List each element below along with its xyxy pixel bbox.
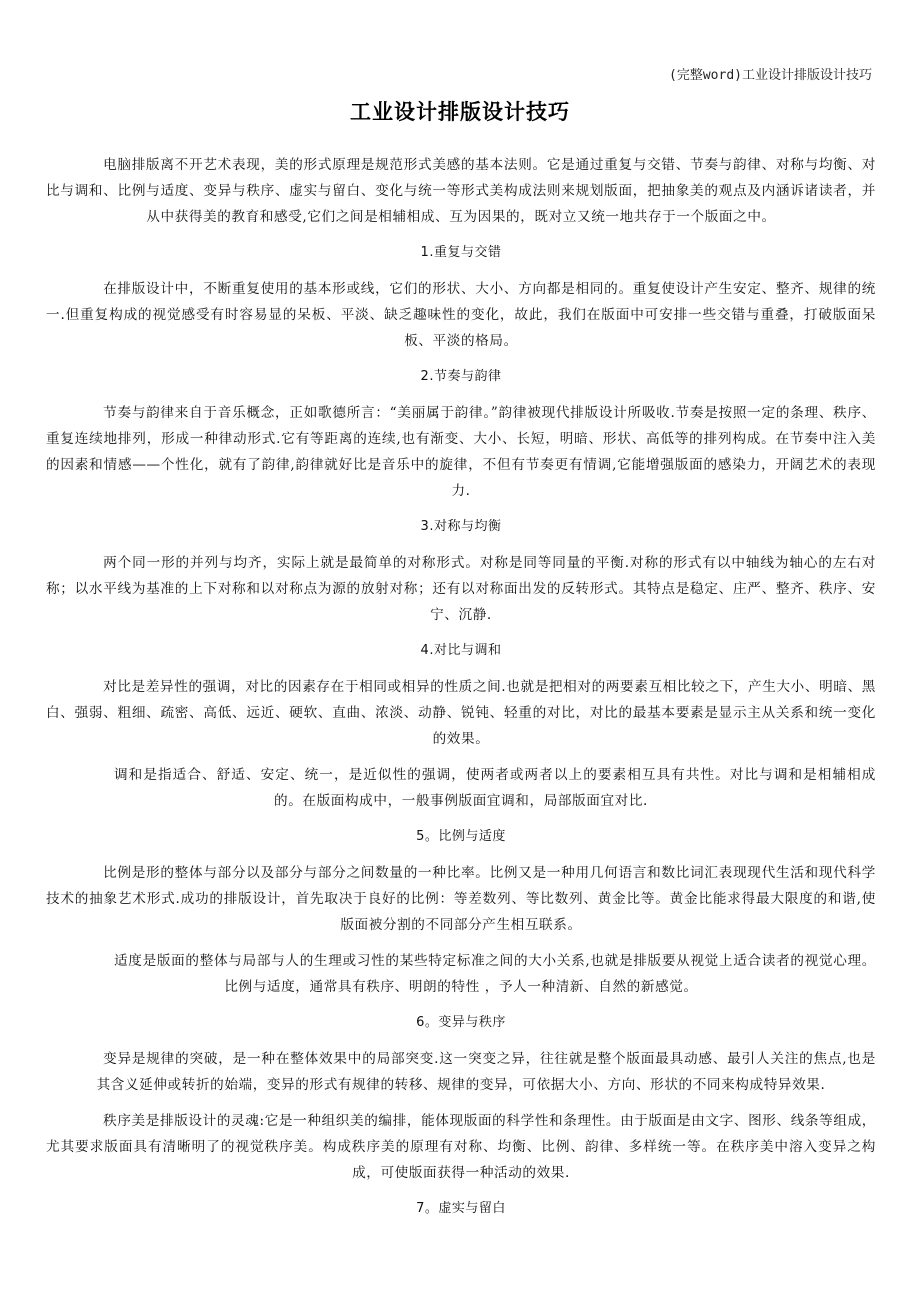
body-paragraph: 调和是指适合、舒适、安定、统一，是近似性的强调，使两者或两者以上的要素相互具有共性。对比与调和是相辅相成的。在版面构成中，一般事例版面宜调和，局部版面宜对比.	[114, 767, 876, 809]
section-heading: 3.对称与均衡	[420, 519, 502, 534]
intro-paragraph: 电脑排版离不开艺术表现，美的形式原理是规范形式美感的基本法则。它是通过重复与交错、节奏与韵律、对称与均衡、对比与调和、比例与适度、变异与秩序、虚实与留白、变化与统一等形式美构成法则来规划版面，把抽象美的观点及内涵诉诸读者，并从中获得美的教育和感受,它们之间是相辅相成、互为因果的，既对立又统一地共存于一个版面之中。	[46, 157, 876, 225]
body-paragraph: 秩序美是排版设计的灵魂:它是一种组织美的编排，能体现版面的科学性和条理性。由于版面是由文字、图形、线条等组成，尤其要求版面具有清晰明了的视觉秩序美。构成秩序美的原理有对称、均衡、比例、韵律、多样统一等。在秩序美中溶入变异之构成，可使版面获得一种活动的效果.	[46, 1113, 876, 1181]
section-heading: 2.节奏与韵律	[420, 369, 502, 384]
body-paragraph: 节奏与韵律来自于音乐概念，正如歌德所言：“美丽属于韵律。”韵律被现代排版设计所吸收.节奏是按照一定的条理、秩序、重复连续地排列，形成一种律动形式.它有等距离的连续,也有渐变、大小、长短，明暗、形状、高低等的排列构成。在节奏中注入美的因素和情感——个性化，就有了韵律,韵律就好比是音乐中的旋律，不但有节奏更有情调,它能增强版面的感染力，开阔艺术的表现力.	[46, 405, 876, 499]
running-header: (完整word)工业设计排版设计技巧	[669, 68, 872, 83]
body-paragraph: 对比是差异性的强调，对比的因素存在于相同或相异的性质之间.也就是把相对的两要素互相比较之下，产生大小、明暗、黑白、强弱、粗细、疏密、高低、远近、硬软、直曲、浓淡、动静、锐钝、轻重的对比，对比的最基本要素是显示主从关系和统一变化的效果。	[46, 679, 876, 747]
section-heading: 4.对比与调和	[420, 643, 502, 658]
section-heading: 7。虚实与留白	[416, 1201, 506, 1216]
body-paragraph: 比例是形的整体与部分以及部分与部分之间数量的一种比率。比例又是一种用几何语言和数比词汇表现现代生活和现代科学技术的抽象艺术形式.成功的排版设计，首先取决于良好的比例：等差数列、等比数列、黄金比等。黄金比能求得最大限度的和谐,使版面被分割的不同部分产生相互联系。	[46, 865, 876, 933]
section-heading: 5。比例与适度	[416, 829, 506, 844]
section-heading: 6。变异与秩序	[416, 1015, 506, 1030]
section-heading: 1.重复与交错	[420, 245, 502, 260]
body-paragraph: 适度是版面的整体与局部与人的生理或习性的某些特定标准之间的大小关系,也就是排版要从视觉上适合读者的视觉心理。比例与适度，通常具有秩序、明朗的特性 ，予人一种清新、自然的新感觉。	[114, 953, 876, 995]
body-paragraph: 在排版设计中，不断重复使用的基本形或线，它们的形状、大小、方向都是相同的。重复使设计产生安定、整齐、规律的统一.但重复构成的视觉感受有时容易显的呆板、平淡、缺乏趣味性的变化，故此，我们在版面中可安排一些交错与重叠，打破版面呆板、平淡的格局。	[46, 281, 876, 349]
body-paragraph: 变异是规律的突破，是一种在整体效果中的局部突变.这一突变之异，往往就是整个版面最具动感、最引人关注的焦点,也是其含义延伸或转折的始端，变异的形式有规律的转移、规律的变异，可依据大小、方向、形状的不同来构成特异效果.	[96, 1051, 876, 1093]
document-title: 工业设计排版设计技巧	[350, 100, 570, 124]
body-paragraph: 两个同一形的并列与均齐，实际上就是最简单的对称形式。对称是同等同量的平衡.对称的形式有以中轴线为轴心的左右对称；以水平线为基准的上下对称和以对称点为源的放射对称；还有以对称面出发的反转形式。其特点是稳定、庄严、整齐、秩序、安宁、沉静.	[46, 555, 876, 623]
document-body	[46, 152, 876, 1232]
